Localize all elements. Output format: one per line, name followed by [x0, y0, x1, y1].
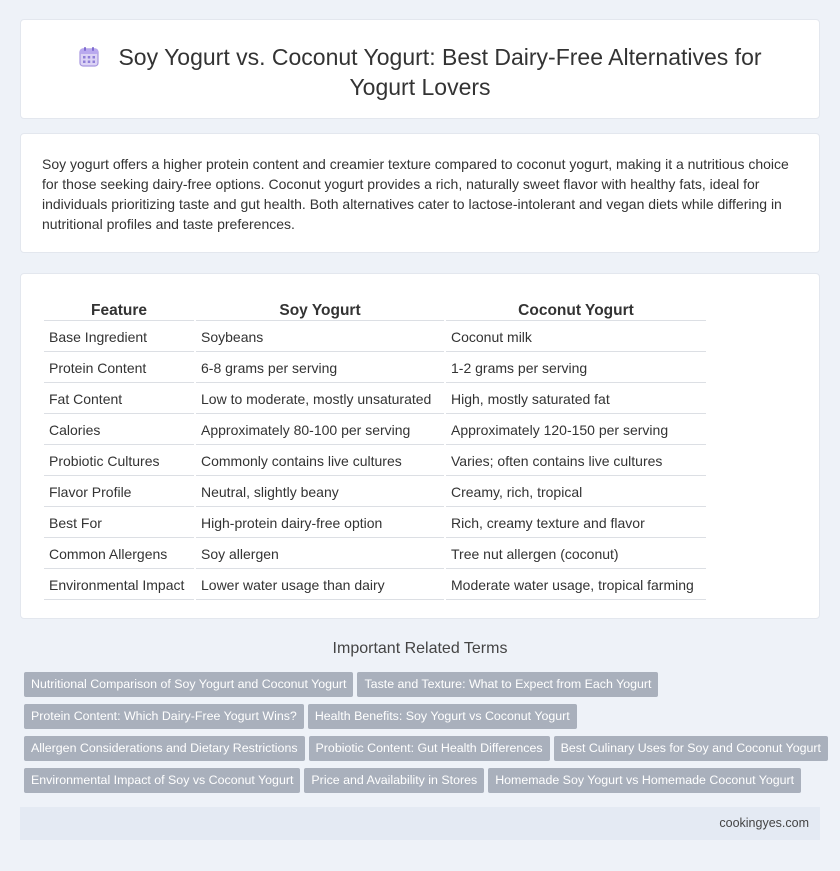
feature-cell: Environmental Impact: [44, 571, 194, 600]
table-row: [44, 478, 706, 507]
comparison-card: [20, 273, 820, 619]
footer: [20, 807, 820, 840]
related-term-tag[interactable]: Price and Availability in Stores: [304, 768, 484, 793]
title-card: [20, 19, 820, 119]
coconut-cell: Tree nut allergen (coconut): [446, 540, 706, 569]
soy-cell: Low to moderate, mostly unsaturated: [196, 385, 444, 414]
related-term-tag[interactable]: Allergen Considerations and Dietary Restrictions: [24, 736, 305, 761]
table-row: [44, 447, 706, 476]
feature-cell: Best For: [44, 509, 194, 538]
column-header-feature: Feature: [44, 298, 194, 321]
related-term-tag[interactable]: Taste and Texture: What to Expect from Each Yogurt: [357, 672, 658, 697]
related-term-tag[interactable]: Protein Content: Which Dairy-Free Yogurt Wins?: [24, 704, 304, 729]
feature-cell: Flavor Profile: [44, 478, 194, 507]
table-row: [44, 385, 706, 414]
soy-cell: Soybeans: [196, 323, 444, 352]
calendar-icon: [78, 46, 100, 68]
tag-row: [24, 736, 824, 768]
page-title: [61, 42, 779, 102]
coconut-cell: Creamy, rich, tropical: [446, 478, 706, 507]
feature-cell: Common Allergens: [44, 540, 194, 569]
tag-row: [24, 672, 824, 704]
comparison-table: [42, 296, 708, 602]
coconut-cell: Approximately 120-150 per serving: [446, 416, 706, 445]
feature-cell: Probiotic Cultures: [44, 447, 194, 476]
soy-cell: Soy allergen: [196, 540, 444, 569]
soy-cell: Approximately 80-100 per serving: [196, 416, 444, 445]
related-term-tag[interactable]: Health Benefits: Soy Yogurt vs Coconut Yogurt: [308, 704, 577, 729]
table-header-row: [44, 298, 706, 321]
table-row: [44, 354, 706, 383]
table-row: [44, 509, 706, 538]
coconut-cell: Varies; often contains live cultures: [446, 447, 706, 476]
feature-cell: Calories: [44, 416, 194, 445]
summary-card: [20, 133, 820, 253]
coconut-cell: Rich, creamy texture and flavor: [446, 509, 706, 538]
coconut-cell: Moderate water usage, tropical farming: [446, 571, 706, 600]
related-term-tag[interactable]: Nutritional Comparison of Soy Yogurt and Coconut Yogurt: [24, 672, 353, 697]
title-line-2: Yogurt Lovers: [349, 74, 491, 100]
related-term-tag[interactable]: Environmental Impact of Soy vs Coconut Yogurt: [24, 768, 300, 793]
coconut-cell: 1-2 grams per serving: [446, 354, 706, 383]
column-header-coconut: Coconut Yogurt: [446, 298, 706, 321]
soy-cell: 6-8 grams per serving: [196, 354, 444, 383]
coconut-cell: Coconut milk: [446, 323, 706, 352]
column-header-soy: Soy Yogurt: [196, 298, 444, 321]
tag-row: [24, 704, 824, 736]
tag-row: [24, 768, 824, 800]
related-terms-heading: Important Related Terms: [332, 640, 508, 657]
soy-cell: Neutral, slightly beany: [196, 478, 444, 507]
related-term-tag[interactable]: Probiotic Content: Gut Health Differences: [309, 736, 550, 761]
related-term-tag[interactable]: Best Culinary Uses for Soy and Coconut Yogurt: [554, 736, 828, 761]
feature-cell: Protein Content: [44, 354, 194, 383]
related-term-tag[interactable]: Homemade Soy Yogurt vs Homemade Coconut Yogurt: [488, 768, 801, 793]
feature-cell: Fat Content: [44, 385, 194, 414]
soy-cell: Lower water usage than dairy: [196, 571, 444, 600]
coconut-cell: High, mostly saturated fat: [446, 385, 706, 414]
title-line-1: Soy Yogurt vs. Coconut Yogurt: Best Dairy-Free Alternatives for: [118, 44, 762, 70]
feature-cell: Base Ingredient: [44, 323, 194, 352]
table-row: [44, 571, 706, 600]
table-row: [44, 323, 706, 352]
soy-cell: Commonly contains live cultures: [196, 447, 444, 476]
footer-site-link[interactable]: cookingyes.com: [719, 816, 809, 830]
summary-text: Soy yogurt offers a higher protein content and creamier texture compared to coconut yogurt, making it a nutritious choice for those seeking dairy-free options. Coconut yogurt provides a rich, naturally sweet flavor with healthy fats, ideal for individuals prioritizing taste and gut health. Both alternatives cater to lactose-intolerant and vegan diets while differing in nutritional profiles and taste preferences.: [42, 156, 789, 232]
table-row: [44, 416, 706, 445]
related-terms-tags: [24, 672, 824, 800]
table-row: [44, 540, 706, 569]
soy-cell: High-protein dairy-free option: [196, 509, 444, 538]
